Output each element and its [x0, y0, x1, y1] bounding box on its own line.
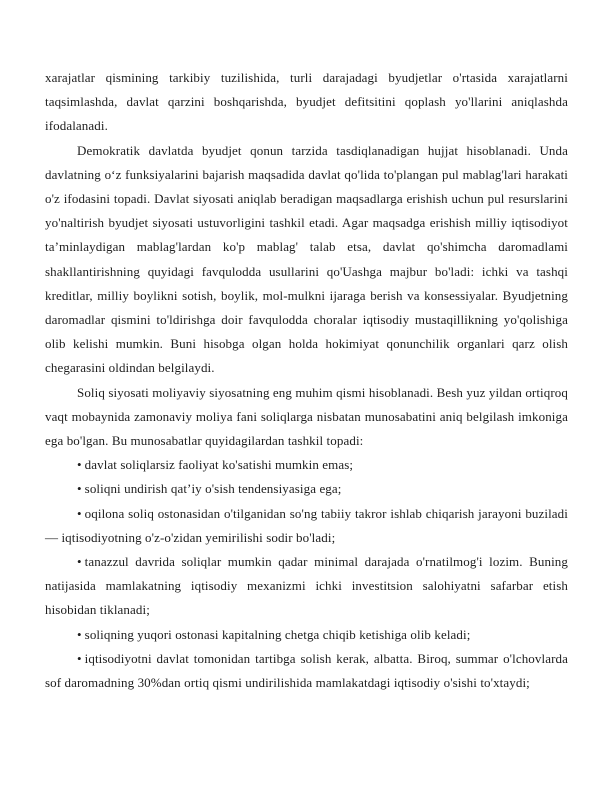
bullet-icon: •: [77, 650, 82, 666]
bullet-item: [45, 477, 568, 501]
bullet-icon: •: [77, 481, 82, 497]
bullet-item: [45, 623, 568, 647]
bullet-item: [45, 453, 568, 477]
paragraph-tax-policy: Soliq siyosati moliyaviy siyosatning eng muhim qismi hisoblanadi. Besh yuz yildan ortiqroq vaqt mobaynida zamonaviy moliya fani soliqlarga nisbatan munosabatini aniq belgilash imkoniga ega bo'lgan. Bu munosabatlar quyidagilardan tashkil topadi:: [45, 384, 568, 449]
bullet-item: [45, 502, 568, 550]
bullet-icon: •: [77, 626, 82, 642]
bullet-text: davlat soliqlarsiz faoliyat ko'satishi mumkin emas;: [84, 457, 354, 473]
bullet-text: iqtisodiyotni davlat tomonidan tartibga solish kerak, albatta. Biroq, summar o'lchovlarda sof daromadning 30%dan ortiq qismi undirilishida mamlakatdagi iqtisodiy o'sishi to'xtaydi;: [45, 650, 568, 691]
bullet-text: oqilona soliq ostonasidan o'tilganidan so'ng tabiiy takror ishlab chiqarish jarayoni buziladi — iqtisodiyotning o'z-o'zidan yemirilishi sodir bo'ladi;: [45, 505, 568, 545]
bullet-icon: •: [77, 457, 82, 473]
bullet-text: tanazzul davrida soliqlar mumkin qadar minimal darajada o'rnatilmog'i lozim. Buning natijasida mamlakatning iqtisodiy mexanizmi ichki investitsion salohiyatni safarbar etish hisobidan tiklanadi;: [45, 554, 568, 618]
bullet-text: soliqning yuqori ostonasi kapitalning chetga chiqib ketishiga olib keladi;: [84, 626, 471, 642]
paragraph-budget: Demokratik davlatda byudjet qonun tarzida tasdiqlanadigan hujjat hisoblanadi. Unda davlatning o‘z funksiyalarini bajarish maqsadida davlat qo'lida to'plangan pul mablag'lari harakati o'z ifodasini topadi. Davlat siyosati aniqlab beradigan maqsadlarga erishish uchun pul resurslarini yo'naltirish byudjet siyosati ustuvorligini tashkil etadi. Agar maqsadga erishish milliy iqtisodiyot ta’minlaydigan mablag'lardan ko'p mablag' talab etsa, davlat qo'shimcha daromadlami shakllantirishning quyidagi favqulodda usullarini qo'Uashga majbur bo'ladi: ichki va tashqi kreditlar, milliy boylikni sotish, boylik, mol-mulkni ijaraga berish va konsessiyalar. Byudjetning daromadlar qismini to'ldirishga doir favqulodda choralar iqtisodiy mustaqillikning yo'qolishiga olib kelishi mumkin. Buni hisobga olgan holda hokimiyat qonunchilik organlari qarz olish chegarasini oldindan belgilaydi.: [45, 142, 568, 376]
bullet-text: soliqni undirish qat’iy o'sish tendensiyasiga ega;: [84, 481, 342, 497]
bullet-item: [45, 550, 568, 623]
bullet-icon: •: [77, 554, 82, 570]
paragraph-continuation: xarajatlar qismining tarkibiy tuzilishida, turli darajadagi byudjetlar o'rtasida xarajatlarni taqsimlashda, davlat qarzini boshqarishda, byudjet defitsitini qoplash yo'llarini aniqlashda ifodalanadi.: [45, 70, 568, 134]
bullet-icon: •: [77, 505, 82, 521]
text-column: [45, 66, 568, 695]
bullet-item: [45, 647, 568, 695]
